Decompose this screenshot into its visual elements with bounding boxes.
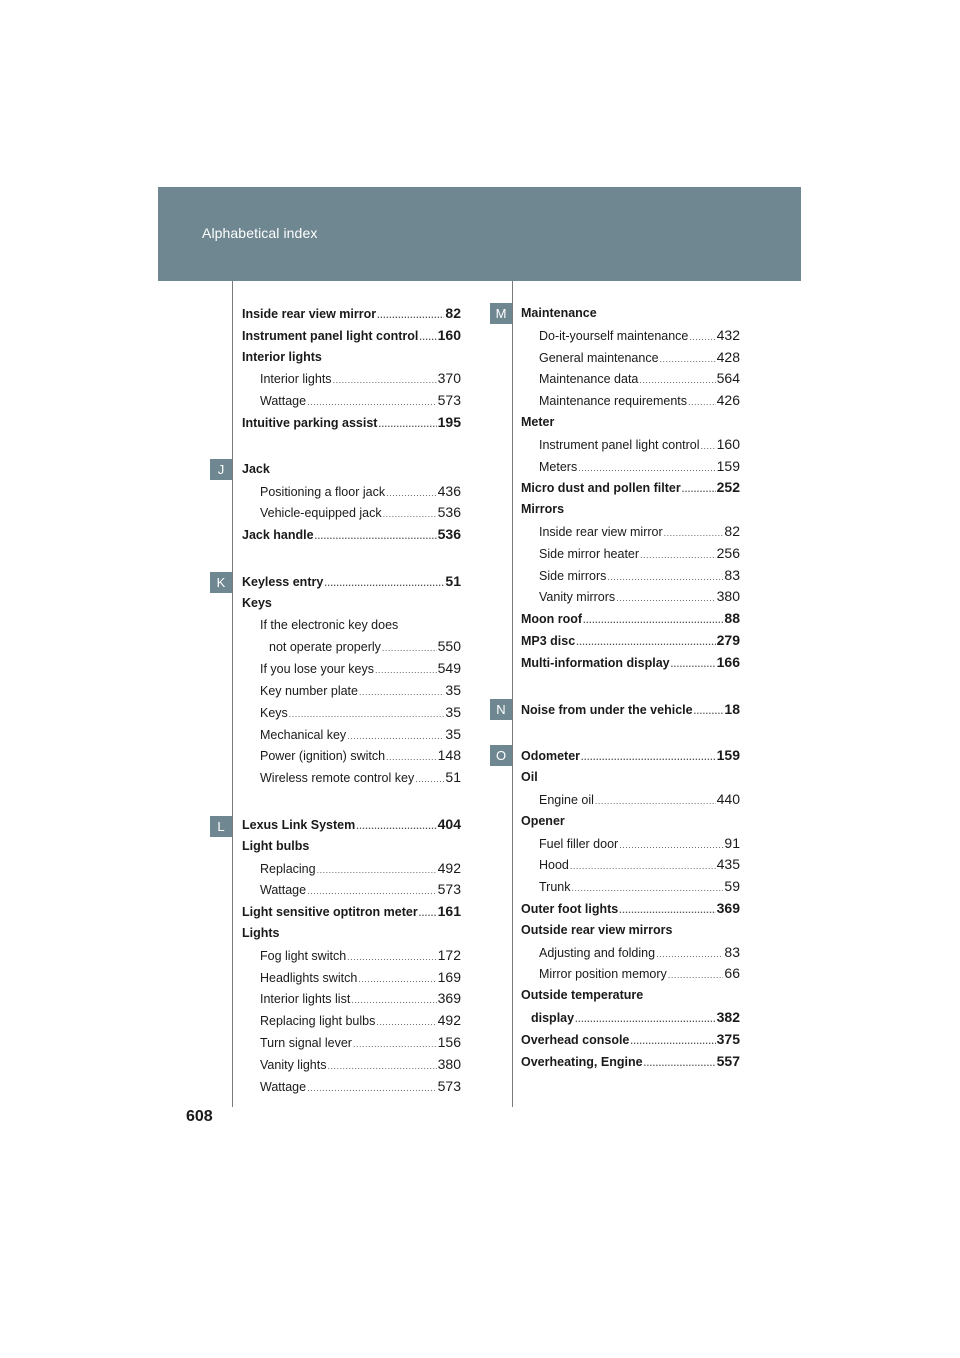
index-subentry[interactable] — [521, 368, 740, 390]
entry-label: Side mirror heater — [539, 546, 640, 561]
entry-page: 573 — [437, 881, 461, 898]
index-subentry[interactable] — [242, 745, 461, 767]
leader-dots — [351, 990, 436, 1012]
entry-label: not operate properly — [269, 640, 381, 655]
entry-label: Jack — [242, 461, 270, 476]
entry-page: 573 — [437, 392, 461, 409]
entry-page: 88 — [724, 610, 740, 627]
index-heading — [242, 836, 461, 858]
letter-tab-m: M — [490, 303, 512, 324]
entry-page: 83 — [724, 566, 740, 583]
entry-label: Wattage — [260, 883, 307, 898]
index-heading — [521, 985, 740, 1007]
entry-label: Side mirrors — [539, 568, 607, 583]
index-entry[interactable] — [242, 325, 461, 347]
index-subentry[interactable] — [521, 942, 740, 964]
leader-dots — [581, 747, 716, 769]
leader-dots — [619, 900, 715, 922]
entry-label: Meters — [539, 459, 578, 474]
entry-page: 564 — [716, 370, 740, 387]
index-subentry[interactable] — [242, 680, 461, 702]
index-subentry — [242, 615, 461, 637]
entry-label: Intuitive parking assist — [242, 415, 378, 430]
leader-dots — [689, 327, 715, 349]
index-subentry[interactable] — [242, 702, 461, 724]
entry-label: Key number plate — [260, 683, 358, 698]
entry-label: Headlights switch — [260, 970, 358, 985]
entry-label: Mechanical key — [260, 727, 347, 742]
entry-label: General maintenance — [539, 350, 659, 365]
entry-label: Oil — [521, 770, 538, 785]
section-gap — [242, 434, 461, 459]
index-subentry[interactable] — [521, 586, 740, 608]
entry-page: 536 — [437, 526, 461, 543]
entry-page: 35 — [445, 703, 461, 720]
leader-dots — [656, 944, 723, 966]
entry-label: Wattage — [260, 1079, 307, 1094]
index-entry[interactable] — [242, 814, 461, 836]
entry-label: Vehicle-equipped jack — [260, 506, 382, 521]
index-entry[interactable] — [242, 901, 461, 923]
leader-dots — [386, 747, 437, 769]
index-subentry[interactable] — [242, 658, 461, 680]
leader-dots — [382, 638, 437, 660]
left-index-column — [242, 303, 461, 1097]
entry-label: Fuel filler door — [539, 836, 619, 851]
entry-page: 51 — [445, 769, 461, 786]
entry-label: If the electronic key does — [260, 617, 399, 632]
entry-label: Outer foot lights — [521, 901, 619, 916]
index-subentry[interactable] — [521, 543, 740, 565]
entry-label: Wireless remote control key — [260, 771, 415, 786]
index-subentry[interactable] — [242, 1076, 461, 1098]
leader-dots — [376, 1012, 436, 1034]
leader-dots — [671, 654, 716, 676]
entry-label: Vanity lights — [260, 1057, 327, 1072]
entry-page: 159 — [716, 747, 740, 764]
index-subentry[interactable] — [521, 854, 740, 876]
index-entry[interactable] — [242, 524, 461, 546]
leader-dots — [644, 1053, 716, 1075]
leader-dots — [289, 704, 445, 726]
entry-page: 549 — [437, 660, 461, 677]
entry-label: Wattage — [260, 394, 307, 409]
index-heading — [242, 459, 461, 481]
leader-dots — [607, 567, 723, 589]
entry-page: 161 — [437, 903, 461, 920]
index-subentry[interactable] — [242, 1054, 461, 1076]
entry-label: Lexus Link System — [242, 817, 356, 832]
header-bar — [158, 187, 801, 281]
leader-dots — [419, 327, 436, 349]
entry-page: 91 — [724, 834, 740, 851]
leader-dots — [619, 835, 723, 857]
entry-label: Maintenance data — [539, 372, 639, 387]
leader-dots — [694, 701, 724, 723]
letter-tab-l: L — [210, 816, 232, 837]
entry-label: Jack handle — [242, 528, 314, 543]
index-entry[interactable] — [521, 745, 740, 767]
entry-label: Do-it-yourself maintenance — [539, 328, 689, 343]
entry-label: Micro dust and pollen filter — [521, 481, 681, 496]
index-subentry[interactable] — [242, 481, 461, 503]
right-index-column — [521, 303, 740, 1072]
index-subentry[interactable] — [242, 879, 461, 901]
entry-page: 256 — [716, 544, 740, 561]
index-heading — [242, 593, 461, 615]
entry-label: Mirrors — [521, 502, 565, 517]
entry-label: MP3 disc — [521, 633, 576, 648]
leader-dots — [358, 969, 436, 991]
entry-label: Replacing light bulbs — [260, 1014, 376, 1029]
index-subentry[interactable] — [242, 858, 461, 880]
leader-dots — [333, 370, 437, 392]
index-subentry[interactable] — [521, 963, 740, 985]
index-entry[interactable] — [242, 412, 461, 434]
letter-tab-n: N — [490, 699, 512, 720]
index-subentry[interactable] — [521, 789, 740, 811]
leader-dots — [356, 816, 436, 838]
entry-label: Overheating, Engine — [521, 1054, 643, 1069]
leader-dots — [377, 305, 444, 327]
entry-page: 51 — [445, 572, 461, 589]
entry-label: Power (ignition) switch — [260, 749, 386, 764]
leader-dots — [660, 349, 716, 371]
leader-dots — [639, 370, 715, 392]
entry-page: 279 — [716, 631, 740, 648]
index-subentry[interactable] — [521, 434, 740, 456]
entry-page: 435 — [716, 856, 740, 873]
leader-dots — [668, 965, 724, 987]
index-heading — [521, 767, 740, 789]
index-entry[interactable] — [521, 608, 740, 630]
leader-dots — [630, 1031, 715, 1053]
entry-label: Replacing — [260, 861, 316, 876]
leader-dots — [359, 682, 444, 704]
index-subentry[interactable] — [521, 390, 740, 412]
entry-page: 440 — [716, 790, 740, 807]
entry-label: Inside rear view mirror — [539, 524, 663, 539]
leader-dots — [347, 726, 444, 748]
index-subentry[interactable] — [521, 456, 740, 478]
index-subentry[interactable] — [521, 347, 740, 369]
entry-label: Maintenance requirements — [539, 394, 687, 409]
index-subentry[interactable] — [521, 521, 740, 543]
leader-dots — [324, 573, 444, 595]
index-entry[interactable] — [242, 571, 461, 593]
leader-dots — [327, 1056, 436, 1078]
leader-dots — [315, 526, 437, 548]
leader-dots — [347, 947, 436, 969]
entry-label: Inside rear view mirror — [242, 307, 377, 321]
entry-label: display — [531, 1010, 575, 1025]
index-entry[interactable] — [521, 699, 740, 721]
leader-dots — [576, 632, 715, 654]
index-heading — [521, 499, 740, 521]
entry-label: Positioning a floor jack — [260, 484, 386, 499]
index-subentry[interactable] — [242, 967, 461, 989]
index-subentry[interactable] — [521, 833, 740, 855]
right-column-rule — [512, 281, 513, 1107]
index-entry[interactable] — [242, 303, 461, 325]
entry-page: 82 — [445, 305, 461, 321]
entry-label: Keys — [260, 705, 288, 720]
entry-page: 160 — [716, 435, 740, 452]
leader-dots — [383, 504, 437, 526]
entry-page: 436 — [437, 482, 461, 499]
entry-page: 169 — [437, 968, 461, 985]
index-entry[interactable] — [521, 652, 740, 674]
leader-dots — [317, 860, 437, 882]
entry-page: 492 — [437, 1012, 461, 1029]
index-subentry-continued[interactable] — [242, 636, 461, 658]
leader-dots — [386, 483, 437, 505]
section-gap — [521, 674, 740, 699]
index-entry[interactable] — [521, 898, 740, 920]
entry-label: Interior lights — [260, 372, 332, 387]
entry-label: Opener — [521, 813, 565, 828]
left-column-rule — [232, 281, 233, 1107]
index-subentry[interactable] — [242, 390, 461, 412]
entry-label: Vanity mirrors — [539, 590, 616, 605]
entry-label: Noise from under the vehicle — [521, 702, 693, 717]
leader-dots — [572, 878, 724, 900]
entry-page: 82 — [724, 522, 740, 539]
entry-page: 404 — [437, 815, 461, 832]
page-number: 608 — [186, 1108, 213, 1125]
entry-page: 160 — [437, 326, 461, 343]
entry-page: 492 — [437, 859, 461, 876]
leader-dots — [688, 392, 716, 414]
entry-label: Light sensitive optitron meter — [242, 905, 418, 920]
leader-dots — [664, 523, 724, 545]
index-heading — [521, 920, 740, 942]
entry-label: Adjusting and folding — [539, 945, 656, 960]
entry-page: 382 — [716, 1008, 740, 1025]
entry-label: Instrument panel light control — [539, 437, 700, 452]
letter-tab-j: J — [210, 459, 232, 480]
index-subentry[interactable] — [521, 876, 740, 898]
leader-dots — [307, 1078, 437, 1100]
entry-label: Meter — [521, 414, 555, 429]
section-gap — [242, 789, 461, 814]
index-subentry[interactable] — [521, 325, 740, 347]
entry-page: 369 — [716, 899, 740, 916]
leader-dots — [701, 436, 716, 458]
entry-page: 195 — [437, 413, 461, 430]
entry-label: Multi-information display — [521, 655, 670, 670]
section-gap — [242, 546, 461, 571]
entry-page: 375 — [716, 1030, 740, 1047]
entry-page: 172 — [437, 946, 461, 963]
entry-page: 66 — [724, 965, 740, 982]
leader-dots — [415, 769, 444, 791]
leader-dots — [419, 903, 437, 925]
index-heading — [521, 811, 740, 833]
index-subentry[interactable] — [242, 724, 461, 746]
entry-page: 426 — [716, 392, 740, 409]
entry-label: Interior lights — [242, 349, 322, 364]
entry-page: 369 — [437, 990, 461, 1007]
index-entry[interactable] — [521, 1029, 740, 1051]
leader-dots — [378, 414, 436, 436]
header-title: Alphabetical index — [202, 225, 318, 241]
index-subentry[interactable] — [521, 565, 740, 587]
entry-page: 252 — [716, 479, 740, 496]
entry-label: Mirror position memory — [539, 967, 667, 982]
index-subentry[interactable] — [242, 368, 461, 390]
leader-dots — [307, 392, 437, 414]
entry-label: Turn signal lever — [260, 1035, 352, 1050]
index-entry-continued[interactable] — [521, 1007, 740, 1029]
entry-page: 536 — [437, 504, 461, 521]
index-subentry[interactable] — [242, 988, 461, 1010]
entry-page: 166 — [716, 653, 740, 670]
entry-page: 35 — [445, 681, 461, 698]
index-entry[interactable] — [521, 630, 740, 652]
entry-label: Lights — [242, 925, 280, 940]
entry-page: 35 — [445, 725, 461, 742]
leader-dots — [375, 660, 437, 682]
entry-label: Light bulbs — [242, 838, 310, 853]
entry-page: 380 — [716, 588, 740, 605]
entry-page: 550 — [437, 638, 461, 655]
entry-page: 156 — [437, 1033, 461, 1050]
leader-dots — [682, 479, 716, 501]
index-subentry[interactable] — [242, 1032, 461, 1054]
index-heading — [521, 412, 740, 434]
index-subentry[interactable] — [242, 502, 461, 524]
entry-label: Keys — [242, 595, 272, 610]
index-heading — [242, 923, 461, 945]
index-subentry[interactable] — [242, 1010, 461, 1032]
entry-page: 59 — [724, 878, 740, 895]
entry-label: Fog light switch — [260, 948, 347, 963]
leader-dots — [575, 1009, 716, 1031]
entry-label: Interior lights list — [260, 992, 351, 1007]
index-heading — [242, 347, 461, 369]
index-subentry[interactable] — [242, 767, 461, 789]
leader-dots — [616, 588, 715, 610]
entry-page: 428 — [716, 348, 740, 365]
entry-page: 18 — [724, 700, 740, 717]
entry-label: Maintenance — [521, 306, 597, 320]
leader-dots — [307, 881, 437, 903]
entry-label: Moon roof — [521, 612, 583, 627]
entry-label: Hood — [539, 858, 569, 873]
leader-dots — [595, 791, 716, 813]
section-gap — [521, 720, 740, 745]
entry-page: 148 — [437, 747, 461, 764]
index-heading — [521, 303, 740, 325]
entry-page: 370 — [437, 370, 461, 387]
index-entry[interactable] — [521, 477, 740, 499]
letter-tab-o: O — [490, 745, 512, 766]
entry-page: 573 — [437, 1077, 461, 1094]
entry-label: Engine oil — [539, 792, 594, 807]
entry-label: Outside rear view mirrors — [521, 922, 673, 937]
leader-dots — [570, 856, 716, 878]
entry-label: If you lose your keys — [260, 662, 374, 677]
entry-page: 432 — [716, 326, 740, 343]
entry-page: 380 — [437, 1055, 461, 1072]
entry-page: 557 — [716, 1052, 740, 1069]
entry-label: Overhead console — [521, 1032, 630, 1047]
entry-label: Trunk — [539, 880, 571, 895]
leader-dots — [578, 458, 715, 480]
entry-label: Odometer — [521, 749, 581, 764]
entry-label: Keyless entry — [242, 574, 324, 589]
entry-label: Instrument panel light control — [242, 328, 419, 343]
entry-page: 159 — [716, 457, 740, 474]
leader-dots — [640, 545, 716, 567]
index-subentry[interactable] — [242, 945, 461, 967]
leader-dots — [583, 610, 723, 632]
index-entry[interactable] — [521, 1051, 740, 1073]
letter-tab-k: K — [210, 572, 232, 593]
entry-page: 83 — [724, 943, 740, 960]
entry-label: Outside temperature — [521, 988, 644, 1003]
leader-dots — [353, 1034, 437, 1056]
